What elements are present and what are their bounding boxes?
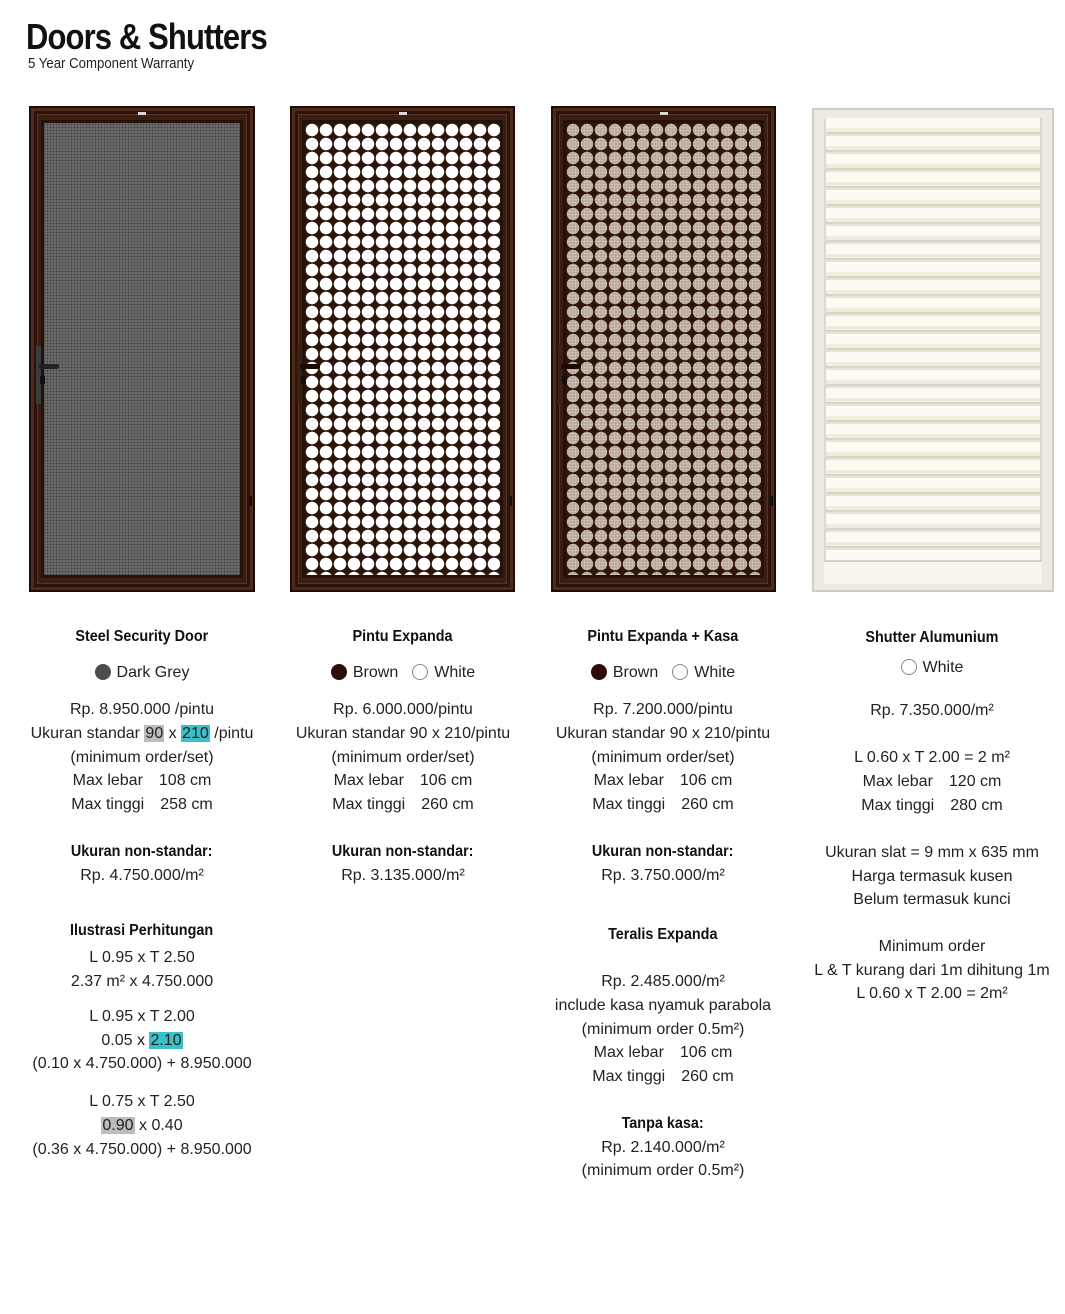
min-order: (minimum order/set) — [70, 749, 214, 766]
price: Rp. 6.000.000/pintu — [333, 701, 473, 718]
illustration-3-calc: (0.36 x 4.750.000) + 8.950.000 — [32, 1141, 252, 1158]
pintu-expanda-kasa-image — [551, 106, 776, 592]
max-tinggi: 280 cm — [950, 797, 1003, 814]
max-lebar: 108 cm — [158, 772, 212, 789]
minimum-order-title: Minimum order — [878, 938, 986, 955]
size-standard: Ukuran standar 90 x 210/pintu — [555, 725, 771, 742]
size-width: 90 — [145, 725, 164, 742]
illustration-3-extra: x 0.40 — [139, 1117, 183, 1134]
max-lebar-label: Max lebar — [72, 772, 143, 789]
size-height: 210 — [182, 725, 209, 742]
max-lebar: 106 cm — [679, 772, 733, 789]
illustration-2-calc: (0.10 x 4.750.000) + 8.950.000 — [32, 1055, 252, 1072]
note-kusen: Harga termasuk kusen — [851, 868, 1013, 885]
max-lebar-label: Max lebar — [862, 773, 933, 790]
illustration-1-size: L 0.95 x T 2.50 — [89, 949, 195, 966]
size-times: x — [168, 725, 177, 742]
slat-size: Ukuran slat = 9 mm x 635 mm — [825, 844, 1039, 861]
max-tinggi: 260 cm — [421, 796, 474, 813]
price: Rp. 7.200.000/pintu — [593, 701, 733, 718]
brown-swatch-icon — [331, 664, 347, 680]
minimum-order-size: L 0.60 x T 2.00 = 2m² — [856, 985, 1008, 1002]
pintu-expanda-image — [290, 106, 515, 592]
color-option: White — [434, 664, 476, 681]
size-standard: Ukuran standar 90 x 210/pintu — [295, 725, 511, 742]
page-title: Doors & Shutters — [26, 16, 267, 57]
teralis-note: include kasa nyamuk parabola — [554, 997, 772, 1014]
brown-swatch-icon — [591, 664, 607, 680]
color-option: Dark Grey — [116, 664, 190, 681]
shutter-alumunium-details — [808, 624, 1056, 1024]
tanpa-kasa-label: Tanpa kasa: — [621, 1115, 705, 1132]
tanpa-kasa-price: Rp. 2.140.000/m² — [601, 1139, 725, 1156]
product-name: Pintu Expanda — [352, 628, 454, 645]
page-subtitle: 5 Year Component Warranty — [28, 55, 195, 72]
tanpa-kasa-min-order: (minimum order 0.5m²) — [581, 1162, 745, 1179]
steel-security-door-details — [20, 624, 264, 1184]
max-lebar: 106 cm — [419, 772, 473, 789]
color-option: Brown — [352, 664, 399, 681]
illustration-2-extra: 0.05 x — [101, 1032, 145, 1049]
max-tinggi-label: Max tinggi — [861, 797, 935, 814]
nonstd-price: Rp. 3.750.000/m² — [601, 867, 725, 884]
nonstd-label: Ukuran non-standar: — [592, 843, 734, 860]
price: Rp. 8.950.000 /pintu — [69, 701, 215, 718]
max-tinggi-label: Max tinggi — [332, 796, 406, 813]
product-name: Pintu Expanda + Kasa — [587, 628, 739, 645]
door-handle-icon — [555, 346, 583, 410]
illustration-2-highlight: 2.10 — [150, 1032, 182, 1049]
max-tinggi-label: Max tinggi — [592, 796, 666, 813]
teralis-max-lebar: 106 cm — [679, 1044, 733, 1061]
max-lebar-label: Max lebar — [333, 772, 404, 789]
max-tinggi: 258 cm — [160, 796, 213, 813]
door-handle-icon — [294, 346, 322, 410]
size-label: Ukuran standar — [30, 725, 140, 742]
product-name: Steel Security Door — [75, 628, 209, 645]
dark-grey-swatch-icon — [95, 664, 111, 680]
white-swatch-icon — [672, 664, 688, 680]
teralis-max-tinggi-label: Max tinggi — [592, 1068, 666, 1085]
illustration-title: Ilustrasi Perhitungan — [70, 922, 214, 939]
teralis-max-lebar-label: Max lebar — [593, 1044, 664, 1061]
nonstd-price: Rp. 3.135.000/m² — [341, 867, 465, 884]
max-lebar-label: Max lebar — [593, 772, 664, 789]
min-order: (minimum order/set) — [591, 749, 735, 766]
max-tinggi-label: Max tinggi — [71, 796, 145, 813]
size-unit: /pintu — [214, 725, 254, 742]
teralis-price: Rp. 2.485.000/m² — [601, 973, 725, 990]
illustration-3-size: L 0.75 x T 2.50 — [89, 1093, 195, 1110]
door-handle-icon — [33, 346, 61, 410]
standard-size: L 0.60 x T 2.00 = 2 m² — [854, 749, 1010, 766]
product-name: Shutter Alumunium — [865, 629, 999, 646]
teralis-title: Teralis Expanda — [608, 926, 718, 943]
shutter-alumunium-image — [812, 108, 1054, 592]
min-order: (minimum order/set) — [331, 749, 475, 766]
white-swatch-icon — [412, 664, 428, 680]
max-lebar: 120 cm — [948, 773, 1002, 790]
teralis-max-tinggi: 260 cm — [681, 1068, 734, 1085]
white-swatch-icon — [901, 659, 917, 675]
minimum-order-rule: L & T kurang dari 1m dihitung 1m — [814, 962, 1050, 979]
max-tinggi: 260 cm — [681, 796, 734, 813]
note-kunci: Belum termasuk kunci — [853, 891, 1011, 908]
steel-security-door-image — [29, 106, 255, 592]
color-option: White — [694, 664, 736, 681]
nonstd-price: Rp. 4.750.000/m² — [80, 867, 204, 884]
pintu-expanda-details — [286, 624, 520, 904]
pintu-expanda-kasa-details — [546, 624, 780, 1184]
nonstd-label: Ukuran non-standar: — [71, 843, 213, 860]
nonstd-label: Ukuran non-standar: — [332, 843, 474, 860]
illustration-3-highlight: 0.90 — [102, 1117, 134, 1134]
color-option: White — [922, 659, 964, 676]
color-option: Brown — [612, 664, 659, 681]
illustration-2-size: L 0.95 x T 2.00 — [89, 1008, 195, 1025]
teralis-min-order: (minimum order 0.5m²) — [581, 1021, 745, 1038]
price: Rp. 7.350.000/m² — [870, 702, 994, 719]
illustration-1-calc: 2.37 m² x 4.750.000 — [70, 973, 214, 990]
